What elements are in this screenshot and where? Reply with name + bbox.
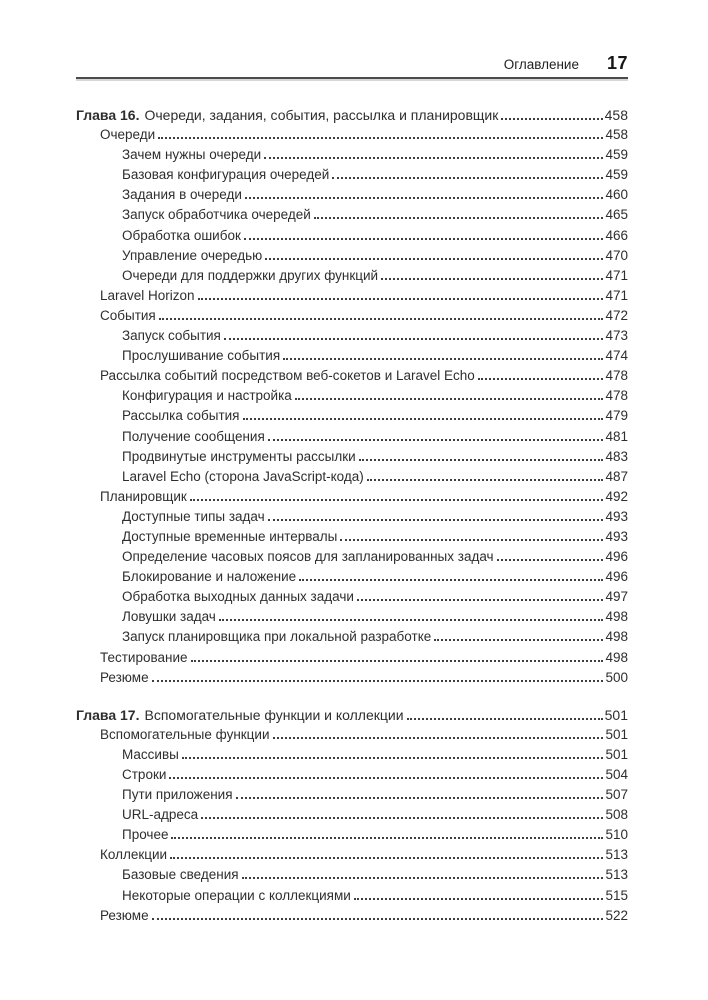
toc-entry — [76, 547, 628, 567]
toc-entry-title: Запуск события — [122, 328, 221, 344]
toc-entry — [76, 306, 628, 326]
toc-entry-title: Вспомогательные функции — [100, 726, 270, 742]
toc-entry-title: Laravel Horizon — [100, 287, 195, 303]
header-section-title: Оглавление — [503, 57, 579, 72]
toc-entry-title: Ловушки задач — [122, 609, 216, 625]
dot-leader — [265, 258, 603, 260]
toc-page-number: 459 — [605, 147, 628, 163]
toc-page-number: 513 — [605, 867, 628, 883]
toc-entry — [76, 587, 628, 607]
toc-entry — [76, 386, 628, 406]
toc-entry — [76, 886, 628, 906]
toc-entry — [76, 226, 628, 246]
dot-leader — [340, 539, 603, 541]
toc-entry — [76, 725, 628, 745]
toc-entry-title: Прослушивание события — [122, 348, 281, 364]
toc-entry-title: Очереди — [100, 127, 156, 143]
table-of-contents — [76, 105, 628, 926]
toc-entry — [76, 185, 628, 205]
toc-page-number: 472 — [605, 307, 628, 323]
toc-page-number: 478 — [605, 388, 628, 404]
toc-entry — [76, 668, 628, 688]
toc-chapter-heading — [76, 105, 628, 125]
toc-entry-title: Строки — [122, 767, 167, 782]
toc-entry — [76, 286, 628, 306]
toc-entry — [76, 246, 628, 266]
toc-page-number: 478 — [605, 368, 628, 384]
dot-leader — [367, 479, 604, 481]
dot-leader — [201, 817, 603, 819]
toc-page-number: 501 — [605, 746, 628, 762]
toc-page-number: 498 — [605, 649, 628, 665]
dot-leader — [273, 737, 604, 739]
toc-page-number: 471 — [605, 287, 628, 303]
toc-page-number: 496 — [605, 569, 628, 585]
toc-page-number: 466 — [605, 227, 628, 243]
toc-entry-title: Очереди для поддержки других функций — [122, 267, 379, 283]
dot-leader — [242, 877, 604, 879]
toc-entry — [76, 145, 628, 165]
toc-entry-title: Тестирование — [100, 649, 188, 665]
toc-entry — [76, 745, 628, 765]
toc-page-number: 487 — [605, 468, 628, 484]
toc-entry-title: Обработка ошибок — [122, 227, 241, 243]
toc-page-number: 479 — [605, 408, 628, 424]
dot-leader — [198, 298, 604, 300]
toc-entry — [76, 527, 628, 547]
toc-entry-title: Запуск планировщика при локальной разработке — [122, 629, 432, 645]
toc-entry-title: Рассылка события — [122, 408, 240, 424]
toc-entry-title: Получение сообщения — [122, 428, 265, 444]
toc-chapter-label: Глава 17. — [76, 706, 140, 723]
toc-page-number: 507 — [605, 787, 628, 803]
toc-page-number: 493 — [605, 508, 628, 524]
toc-entry-title: Блокирование и наложение — [122, 569, 297, 585]
toc-entry — [76, 567, 628, 587]
dot-leader — [191, 660, 604, 662]
toc-entry-title: URL-адреса — [122, 807, 199, 823]
toc-entry-title: Базовая конфигурация очередей — [122, 167, 330, 183]
dot-leader — [245, 197, 604, 199]
toc-entry — [76, 427, 628, 447]
toc-entry — [76, 648, 628, 668]
toc-entry — [76, 205, 628, 225]
toc-entry-title: Зачем нужны очереди — [122, 147, 262, 163]
toc-entry-title: Резюме — [100, 907, 149, 923]
toc-entry-title: Laravel Echo (сторона JavaScript-кода) — [122, 468, 364, 484]
toc-page-number: 501 — [604, 706, 628, 723]
dot-leader — [158, 137, 603, 139]
toc-entry-title: Определение часовых поясов для запланированных задач — [122, 549, 494, 565]
toc-entry-title: Доступные типы задач — [122, 508, 265, 524]
dot-leader — [219, 619, 604, 621]
dot-leader — [264, 157, 603, 159]
toc-entry — [76, 447, 628, 467]
dot-leader — [169, 777, 603, 779]
toc-page-number: 493 — [605, 528, 628, 544]
header-rule — [76, 77, 628, 79]
dot-leader — [243, 418, 604, 420]
toc-entry — [76, 507, 628, 527]
toc-page-number: 508 — [605, 807, 628, 823]
dot-leader — [159, 318, 604, 320]
toc-page-number: 498 — [605, 609, 628, 625]
toc-page-number: 522 — [605, 907, 628, 923]
toc-entry — [76, 406, 628, 426]
toc-page-number: 504 — [605, 767, 628, 782]
toc-entry — [76, 366, 628, 386]
toc-page-number: 465 — [605, 207, 628, 223]
dot-leader — [354, 898, 604, 900]
toc-entry — [76, 627, 628, 647]
dot-leader — [314, 217, 604, 219]
toc-page-number: 515 — [605, 887, 628, 903]
dot-leader — [182, 757, 604, 759]
toc-page-number: 458 — [605, 127, 628, 143]
dot-leader — [268, 519, 604, 521]
toc-entry — [76, 346, 628, 366]
dot-leader — [152, 680, 604, 682]
toc-page-number: 496 — [605, 549, 628, 565]
toc-page-number: 500 — [605, 669, 628, 685]
toc-entry-title: Пути приложения — [122, 787, 233, 803]
toc-entry — [76, 607, 628, 627]
toc-entry-title: Обработка выходных данных задачи — [122, 589, 354, 605]
dot-leader — [170, 857, 603, 859]
page-header — [76, 53, 628, 74]
dot-leader — [171, 837, 603, 839]
toc-entry-title: Базовые сведения — [122, 867, 239, 883]
toc-entry-title: Рассылка событий посредством веб-сокетов и Laravel Echo — [100, 368, 475, 384]
toc-entry-title: Прочее — [122, 827, 169, 843]
toc-entry-title: Некоторые операции с коллекциями — [122, 887, 351, 903]
dot-leader — [190, 499, 604, 501]
dot-leader — [224, 338, 604, 340]
toc-chapter-label: Глава 16. — [76, 107, 140, 123]
toc-entry — [76, 165, 628, 185]
toc-page-number: 483 — [605, 448, 628, 464]
toc-entry — [76, 765, 628, 785]
toc-entry — [76, 825, 628, 845]
toc-page-number: 460 — [605, 187, 628, 203]
toc-entry-title: Коллекции — [100, 847, 168, 863]
dot-leader — [407, 718, 603, 720]
toc-page-number: 458 — [604, 107, 628, 123]
toc-entry-title: Планировщик — [100, 488, 187, 504]
toc-entry — [76, 326, 628, 346]
dot-leader — [501, 118, 602, 120]
dot-leader — [244, 238, 604, 240]
toc-page-number: 474 — [605, 348, 628, 364]
dot-leader — [332, 177, 603, 179]
header-page-number: 17 — [606, 53, 628, 73]
toc-entry — [76, 467, 628, 487]
toc-page-number: 473 — [605, 328, 628, 344]
toc-page-number: 498 — [605, 629, 628, 645]
toc-entry — [76, 906, 628, 926]
dot-leader — [295, 398, 604, 400]
dot-leader — [236, 797, 604, 799]
toc-entry — [76, 845, 628, 865]
toc-entry-title: Конфигурация и настройка — [122, 388, 292, 404]
toc-entry — [76, 785, 628, 805]
dot-leader — [299, 579, 603, 581]
toc-page-number: 481 — [605, 428, 628, 444]
toc-entry — [76, 865, 628, 885]
toc-page-number: 459 — [605, 167, 628, 183]
toc-entry-title: Массивы — [122, 746, 179, 762]
toc-page-number: 497 — [605, 589, 628, 605]
toc-entry-title: Запуск обработчика очередей — [122, 207, 311, 223]
toc-entry — [76, 266, 628, 286]
dot-leader — [359, 459, 604, 461]
toc-entry — [76, 805, 628, 825]
toc-entry-title: Продвинутые инструменты рассылки — [122, 448, 356, 464]
toc-entry-title: События — [100, 307, 156, 323]
toc-entry — [76, 125, 628, 145]
dot-leader — [478, 378, 604, 380]
dot-leader — [497, 559, 604, 561]
toc-page-number: 513 — [605, 847, 628, 863]
toc-entry — [76, 487, 628, 507]
dot-leader — [357, 599, 604, 601]
toc-entry-title: Доступные временные интервалы — [122, 528, 338, 544]
dot-leader — [268, 439, 604, 441]
toc-page-number: 501 — [605, 726, 628, 742]
toc-page-number: 471 — [605, 267, 628, 283]
toc-chapter-title: Вспомогательные функции и коллекции — [144, 706, 404, 723]
toc-page-number: 470 — [605, 247, 628, 263]
toc-entry-title: Задания в очереди — [122, 187, 242, 203]
toc-entry-title: Резюме — [100, 669, 149, 685]
dot-leader — [381, 278, 603, 280]
toc-chapter-title: Очереди, задания, события, рассылка и планировщик — [144, 107, 499, 123]
dot-leader — [283, 358, 603, 360]
toc-entry-title: Управление очередью — [122, 247, 263, 263]
dot-leader — [434, 639, 603, 641]
toc-chapter-heading — [76, 705, 628, 725]
dot-leader — [152, 918, 604, 920]
toc-page-number: 510 — [605, 827, 628, 843]
toc-page-number: 492 — [605, 488, 628, 504]
